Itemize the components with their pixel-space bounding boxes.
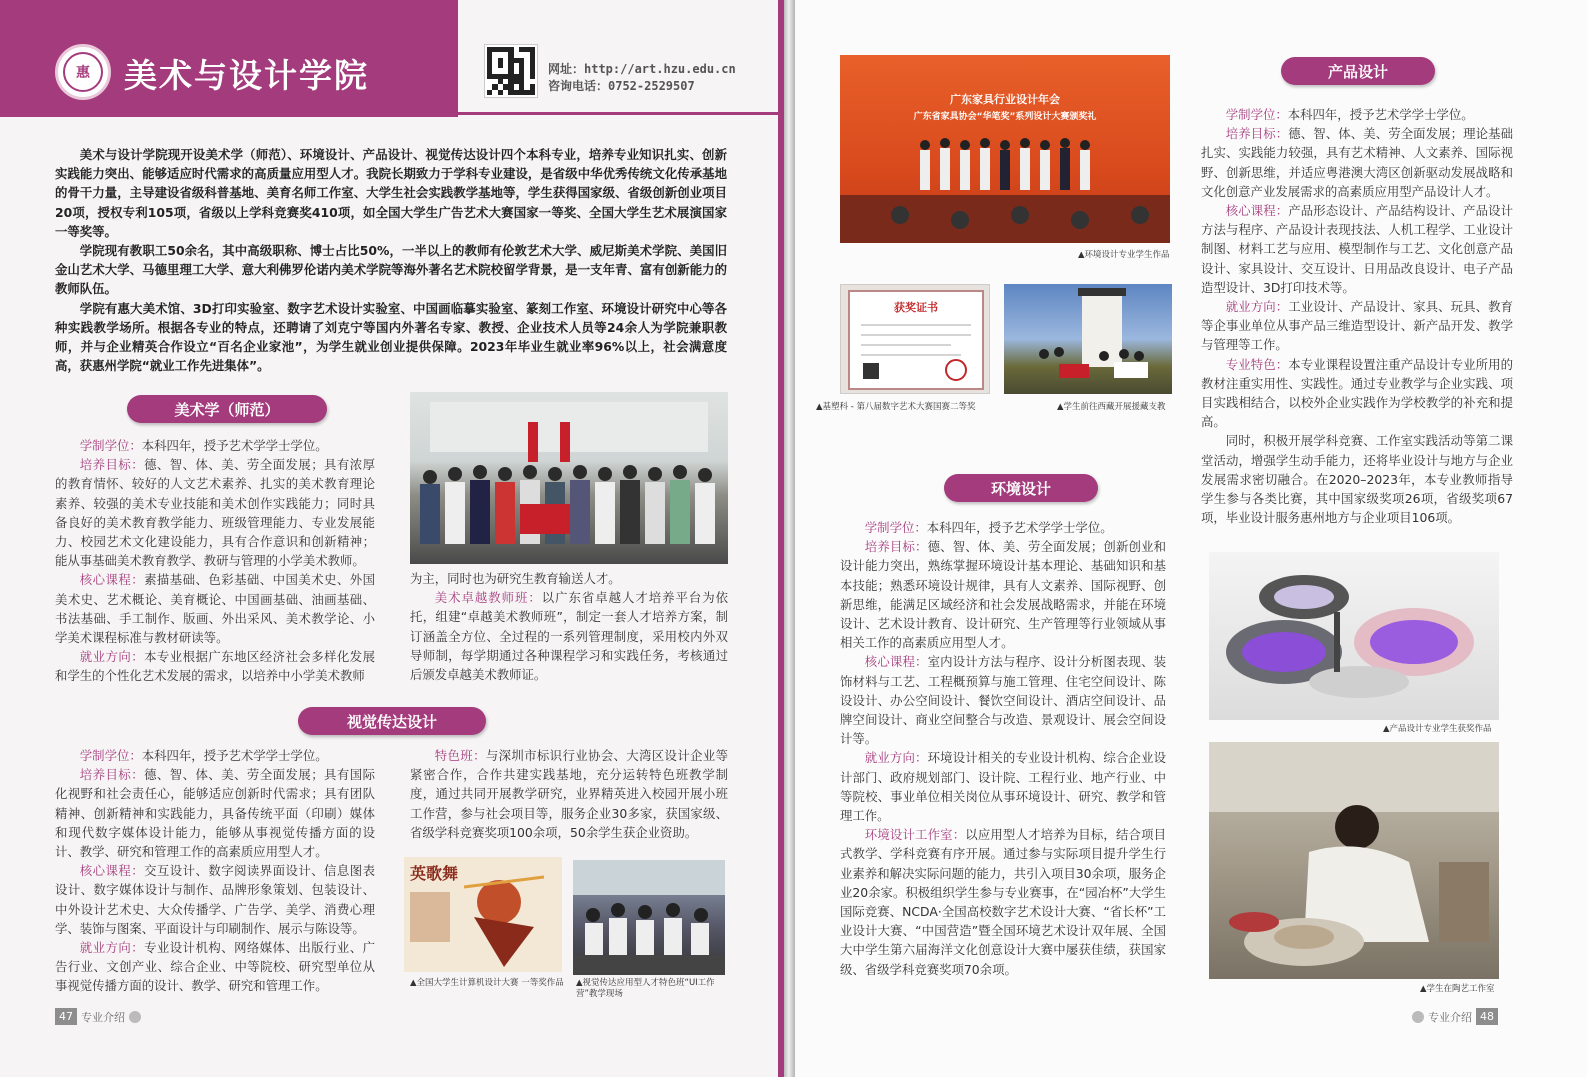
label: 学制学位： bbox=[1225, 107, 1288, 122]
value: 本专业根据广东地区经济社会多样化发展和学生的个性化艺术发展的需求，以培养中小学美术教师 bbox=[55, 649, 376, 684]
chanpin-extra: 同时，积极开展学科竞赛、工作室实践活动等第二课堂活动，增强学生动手能力，还将毕业设计与地方与企业发展需求密切融合。在2020–2023年，本专业教师指导学生参与各类比赛，其中国家级奖项26项，省级奖项67项，毕业设计服务惠州地方与企业项目106项。 bbox=[1201, 433, 1513, 526]
classroom-photo bbox=[573, 860, 725, 975]
chanpin-text bbox=[1201, 105, 1513, 527]
left-page bbox=[0, 0, 788, 1077]
label: 美术卓越教师班： bbox=[434, 590, 542, 606]
caption-product: ▲产品设计专业学生获奖作品 bbox=[1383, 724, 1492, 734]
value: 德、智、体、美、劳全面发展；创新创业和设计能力突出，熟练掌握环境设计基本理论、基础知识和基本技能；熟悉环境设计规律，具有人文素养、国际视野、创新思维，能满足区域经济和社会发展战略需求，并能在环境设计、艺术设计教育、设计研究、生产管理等行业领域从事相关工作的高素质应用型人才。 bbox=[840, 539, 1167, 651]
value: 环境设计相关的专业设计机构、综合企业设计部门、政府规划部门、设计院、工程行业、地产行业、中等院校、事业单位相关岗位从事环境设计、研究、教学和管理工作。 bbox=[840, 750, 1167, 824]
value: 产品形态设计、产品结构设计、产品设计方法与程序、产品设计表现技法、人机工程学、工业设计制图、材料工艺与应用、模型制作与工艺、文化创意产品设计、家具设计、交互设计、日用品改良设计、电子产品造型设计、3D打印技术等。 bbox=[1201, 203, 1514, 295]
label: 核心课程： bbox=[79, 863, 145, 879]
poster-title: 英歌舞 bbox=[410, 864, 459, 883]
classroom-figures bbox=[573, 860, 725, 975]
label: 学制学位： bbox=[79, 748, 142, 763]
caption-pottery: ▲学生在陶艺工作室 bbox=[1420, 984, 1495, 994]
label: 就业方向： bbox=[864, 750, 928, 766]
logo-emblem: 惠 bbox=[63, 52, 103, 92]
footer-label: 专业介绍 bbox=[1428, 1010, 1472, 1024]
section-title-chanpin: 产品设计 bbox=[1281, 57, 1435, 85]
value: 素描基础、色彩基础、中国美术史、外国美术史、艺术概论、美育概论、中国画基础、油画基础、书法基础、手工制作、版画、外出采风、美术教学论、小学美术课程标准与教材研读等。 bbox=[55, 572, 376, 646]
value: 与深圳市标识行业协会、大湾区设计企业等紧密合作，合作共建实践基地，充分运转特色班教学制度，通过共同开展教学研究，业界精英进入校园开展小班工作营，参与社会项目等，服务企业30多家，获国家级、省级学科竞赛奖项100余项，50余学生获企业资助。 bbox=[410, 748, 729, 840]
meishu-text-cont bbox=[410, 569, 728, 684]
tibet-scene bbox=[1004, 284, 1172, 394]
value: 本科四年，授予艺术学学士学位。 bbox=[141, 438, 328, 453]
banner-line-2: 广东省家具协会“华笔奖”系列设计大赛颁奖礼 bbox=[913, 112, 1097, 122]
caption-classroom: ▲视觉传达应用型人才特色班“UI工作营”教学现场 bbox=[576, 978, 715, 999]
footer-right bbox=[1412, 1008, 1498, 1025]
caption-tibet: ▲学生前往西藏开展援藏支教 bbox=[1057, 402, 1166, 412]
poster-photo bbox=[404, 857, 562, 972]
label: 培养目标： bbox=[1225, 126, 1289, 142]
phone-text: 咨询电话：0752-2529507 bbox=[548, 79, 695, 93]
group-photo-figures bbox=[410, 392, 728, 564]
tibet-photo bbox=[1004, 284, 1172, 394]
section-title-meishu: 美术学（师范） bbox=[127, 395, 327, 423]
caption-poster: ▲全国大学生计算机设计大赛 一等奖作品 bbox=[410, 978, 564, 988]
poster-illustration bbox=[404, 857, 562, 972]
value: 以应用型人才培养为目标，结合项目式教学、学科竞赛有序开展。通过参与实际项目提升学生行业素养和解决实际问题的能力，共引入项目30余项，服务企业20余家。积极组织学生参与专业赛事，在“园冶杯”大学生国际竞赛、NCDA·全国高校数字艺术设计大赛、“省长杯”工业设计大赛、“中国营造”暨全国环境艺术设计双年展、全国大中学生第六届海洋文化创意设计大赛中屡获佳绩，获国家级、省级学科竞赛奖项70余项。 bbox=[840, 827, 1167, 977]
certificate-photo bbox=[840, 284, 990, 394]
label: 专业特色： bbox=[1225, 356, 1289, 372]
ceremony-scene bbox=[840, 55, 1170, 243]
label: 特色班： bbox=[434, 748, 486, 763]
intro-paragraph: 美术与设计学院现开设美术学（师范）、环境设计、产品设计、视觉传达设计四个本科专业，培养专业知识扎实、创新实践能力突出、能够适应时代需求的高质量应用型人才。我院长期致力于学科专业建设，是省级中华优秀传统文化传承基地的骨干力量，主导建设省级科普基地、美育名师工作室、大学生社会实践教学基地等，学生获得国家级、省级创新创业项目20项，授权专利105项，省级以上学科竞赛奖410项，如全国大学生广告艺术大赛国家一等奖、全国大学生艺术展演国家一等奖等。 bbox=[55, 147, 727, 239]
caption-certificate: ▲基塑科 - 第八届数字艺术大赛国赛二等奖 bbox=[816, 402, 976, 412]
label: 培养目标： bbox=[79, 767, 145, 783]
label: 核心课程： bbox=[864, 654, 928, 670]
university-logo bbox=[55, 44, 111, 100]
page-number: 48 bbox=[1476, 1008, 1498, 1025]
product-design-photo bbox=[1209, 552, 1499, 720]
value: 工业设计、产品设计、家具、玩具、教育等企事业单位从事产品三维造型设计、新产品开发、教学与管理等工作。 bbox=[1201, 299, 1514, 353]
award-ceremony-photo bbox=[840, 55, 1170, 243]
value: 德、智、体、美、劳全面发展；理论基础扎实、实践能力较强，具有艺术精神、人文素养、国际视野、创新思维，并适应粤港澳大湾区创新驱动发展战略和文化创意产业发展需求的高素质应用型产品设计人才。 bbox=[1201, 126, 1514, 199]
product-render bbox=[1209, 552, 1499, 720]
value: 德、智、体、美、劳全面发展；具有浓厚的教育情怀、较好的人文艺术素养、扎实的美术教育理论素养、较强的美术专业技能和美术创作实践能力；同时具备良好的美术教育教学能力、班级管理能力、专业发展能力、校园艺术文化建设能力，具有合作意识和创新精神；能从事基础美术教育教学、教研与管理的小学美术教师。 bbox=[55, 457, 376, 569]
footer-dot-icon bbox=[1412, 1011, 1424, 1023]
value: 专业设计机构、网络媒体、出版行业、广告行业、文创产业、综合企业、中等院校、研究型单位从事视觉传播方面的设计、教学、研究和管理工作。 bbox=[55, 940, 376, 994]
qr-module bbox=[530, 90, 535, 95]
certificate-title: 获奖证书 bbox=[894, 301, 938, 314]
intro-paragraph: 学院现有教职工50余名，其中高级职称、博士占比50%，一半以上的教师有伦敦艺术大学、威尼斯美术学院、美国旧金山艺术大学、马德里理工大学、意大利佛罗伦诺内美术学院等海外著名艺术院校留学背景，是一支年青、富有创新能力的教师队伍。 bbox=[55, 243, 727, 297]
label: 核心课程： bbox=[1225, 203, 1289, 219]
right-page bbox=[795, 0, 1587, 1077]
value: 本科四年，授予艺术学学士学位。 bbox=[141, 748, 328, 763]
section-title-huanjing: 环境设计 bbox=[944, 474, 1098, 502]
section-title-shijue: 视觉传达设计 bbox=[298, 707, 486, 735]
website-text: 网址：http://art.hzu.edu.cn bbox=[548, 62, 736, 76]
qr-code-icon[interactable] bbox=[484, 44, 538, 98]
label: 学制学位： bbox=[864, 520, 927, 535]
faculty-group-photo bbox=[410, 392, 728, 564]
footer-left bbox=[55, 1008, 141, 1025]
certificate-graphic bbox=[841, 285, 990, 394]
value: 交互设计、数字阅读界面设计、信息图表设计、数字媒体设计与制作、品牌形象策划、包装设计、中外设计艺术史、大众传播学、广告学、美学、消费心理学、装饰与图案、平面设计与印刷制作、展示与陈设等。 bbox=[55, 863, 376, 936]
label: 就业方向： bbox=[1225, 299, 1289, 315]
label: 就业方向： bbox=[79, 940, 145, 956]
label: 培养目标： bbox=[79, 457, 145, 473]
footer-label: 专业介绍 bbox=[81, 1010, 125, 1024]
value: 本科四年，授予艺术学学士学位。 bbox=[1287, 107, 1474, 122]
pottery-scene bbox=[1209, 742, 1499, 979]
footer-dot-icon bbox=[129, 1011, 141, 1023]
huanjing-text bbox=[840, 518, 1166, 979]
page-number: 47 bbox=[55, 1008, 77, 1025]
intro-text bbox=[55, 145, 727, 375]
jiuye-continued: 为主，同时也为研究生教育输送人才。 bbox=[410, 571, 621, 586]
caption-ceremony: ▲环境设计专业学生作品 bbox=[1078, 250, 1170, 260]
label: 就业方向： bbox=[79, 649, 145, 665]
label: 学制学位： bbox=[79, 438, 142, 453]
value: 德、智、体、美、劳全面发展；具有国际化视野和社会责任心，能够适应创新时代需求；具有团队精神、创新精神和实践能力，具备传统平面（印刷）媒体和现代数字媒体设计能力，能够从事视觉传播方面的设计、教学、研究和管理工作的高素质应用型人才。 bbox=[55, 767, 376, 860]
header-rule bbox=[458, 112, 784, 115]
value: 本专业课程设置注重产品设计专业所用的教材注重实用性、实践性。通过专业教学与企业实践、项目实践相结合，以校外企业实践作为学校教学的补充和提高。 bbox=[1201, 356, 1514, 430]
label: 核心课程： bbox=[79, 572, 145, 588]
shijue-text bbox=[55, 746, 375, 996]
label: 环境设计工作室： bbox=[864, 827, 966, 843]
college-title: 美术与设计学院 bbox=[124, 56, 369, 95]
value: 以广东省卓越人才培养平台为依托，组建“卓越美术教师班”，制定一套人才培养方案，制订涵盖全方位、全过程的一系列管理制度，采用校内外双导师制，每学期通过各种课程学习和实践任务，考核通过后颁发卓越美术教师证。 bbox=[410, 590, 729, 683]
meishu-text bbox=[55, 436, 375, 686]
pottery-photo bbox=[1209, 742, 1499, 979]
shijue-tese-text bbox=[410, 746, 728, 842]
value: 室内设计方法与程序、设计分析图表现、装饰材料与工艺、工程概预算与施工管理、住宅空间设计、陈设设计、办公空间设计、餐饮空间设计、酒店空间设计、品牌空间设计、商业空间整合与改造、景观设计、展会空间设计等。 bbox=[840, 654, 1167, 747]
intro-paragraph: 学院有惠大美术馆、3D打印实验室、数字艺术设计实验室、中国画临摹实验室、篆刻工作室、环境设计研究中心等各种实践教学场所。根据各专业的特点，还聘请了刘克宁等国内外著名专家、教授、企业技术人员等24余人为学院兼职教师，并与企业精英合作设立“百名企业家池”，为学生就业创业提供保障。2023年毕业生就业率96%以上，社会满意度高，获惠州学院“就业工作先进集体”。 bbox=[55, 300, 727, 374]
banner-line-1: 广东家具行业设计年会 bbox=[950, 93, 1060, 106]
value: 本科四年，授予艺术学学士学位。 bbox=[926, 520, 1113, 535]
label: 培养目标： bbox=[864, 539, 928, 555]
